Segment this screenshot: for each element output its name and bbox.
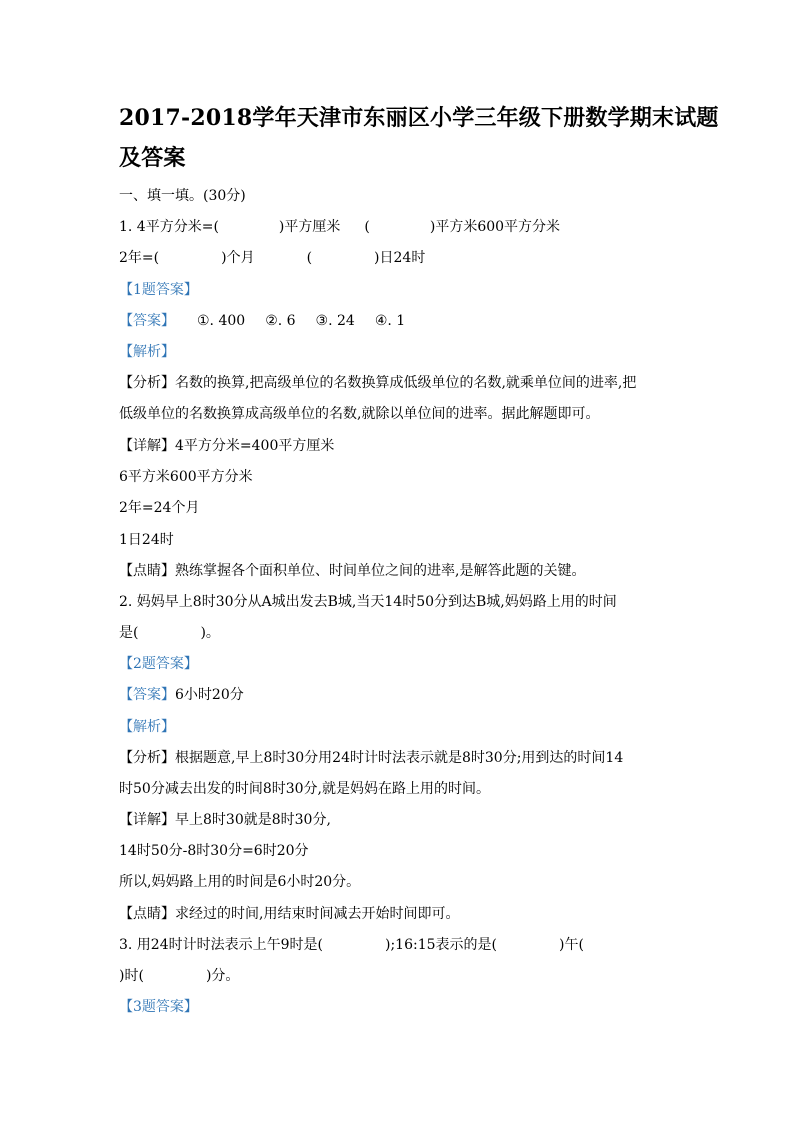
q3-text: )分。 [205,968,240,984]
q2-xiangjie-line-3: 所以,妈妈路上用的时间是6小时20分。 [119,874,361,890]
dianjing-label: 【点睛】 [119,563,175,579]
q1-xiangjie-line-2: 6平方米600平方分米 [119,469,253,485]
xiangjie-label: 【详解】 [119,812,175,828]
q1-answer-tag: 【1题答案】 [119,282,198,298]
q2-fenxi-line-2: 时50分减去出发的时间8时30分,就是妈妈在路上用的时间。 [119,781,490,797]
q1-analysis-tag: 【解析】 [119,344,175,360]
q1-text: )个月 [221,250,255,266]
dianjing-label: 【点睛】 [119,906,175,922]
q1-xiangjie-text: 4平方分米=400平方厘米 [175,438,335,454]
q1-text: )日24时 [374,250,426,266]
q1-line-2 [119,250,425,266]
q2-line-2 [119,625,220,641]
q3-line-1 [119,937,584,953]
q2-dianjing-text: 求经过的时间,用结束时间减去开始时间即可。 [175,906,460,922]
fenxi-label: 【分析】 [119,750,175,766]
q1-text: ( [306,250,313,266]
q1-answer-4: ④. 1 [374,313,406,329]
q2-xiangjie-text: 早上8时30就是8时30分, [175,812,331,828]
q1-text: )平方厘米 [278,219,341,235]
doc-title-line-1: 2017-2018学年天津市东丽区小学三年级下册数学期末试题 [119,105,719,131]
q2-answer-tag: 【2题答案】 [119,656,198,672]
answer-label: 【答案】 [119,687,175,703]
q1-text: 2年=( [119,250,160,266]
q1-fenxi-line-2: 低级单位的名数换算成高级单位的名数,就除以单位间的进率。据此解题即可。 [119,406,600,422]
q2-line-1: 2. 妈妈早上8时30分从A城出发去B城,当天14时50分到达B城,妈妈路上用的时间 [119,594,617,610]
doc-title-line-2: 及答案 [119,145,186,171]
q2-xiangjie-line-2: 14时50分-8时30分=6时20分 [119,843,309,859]
q1-text: ( [364,219,370,235]
q3-text: );16:15表示的是( [385,937,497,953]
q2-xiangjie-line-1 [119,812,331,828]
q2-fenxi-text: 根据题意,早上8时30分用24时计时法表示就是8时30分;用到达的时间14 [175,750,624,766]
q2-fenxi-line-1 [119,750,623,766]
section-heading: 一、填一填。(30分) [119,188,246,204]
q3-text: )午( [559,937,584,953]
answer-label: 【答案】 [119,313,175,329]
q1-fenxi-text: 名数的换算,把高级单位的名数换算成低级单位的名数,就乘单位间的进率,把 [175,375,637,391]
q2-dianjing-line [119,906,459,922]
fenxi-label: 【分析】 [119,375,175,391]
q1-answer-1: ①. 400 [197,313,246,329]
q2-text: )。 [200,625,220,641]
q1-answer-line [119,313,405,329]
q2-answer: 6小时20分 [175,687,244,703]
q3-text: )时( [119,968,144,984]
q2-text: 是( [119,625,139,641]
q1-line-1 [119,219,560,235]
q1-answer-2: ②. 6 [265,313,296,329]
q1-dianjing-text: 熟练掌握各个面积单位、时间单位之间的进率,是解答此题的关键。 [175,563,586,579]
q2-answer-line [119,687,244,703]
q2-analysis-tag: 【解析】 [119,719,175,735]
q3-text: 3. 用24时计时法表示上午9时是( [119,937,323,953]
q3-answer-tag: 【3题答案】 [119,999,198,1015]
q1-text: )平方米600平方分米 [429,219,561,235]
q1-xiangjie-line-1 [119,438,334,454]
q1-xiangjie-line-3: 2年=24个月 [119,500,200,516]
q1-fenxi-line-1 [119,375,636,391]
q1-xiangjie-line-4: 1日24时 [119,532,174,548]
q1-text: 1. 4平方分米=( [119,219,219,235]
q1-dianjing-line [119,563,585,579]
q1-answer-3: ③. 24 [315,313,355,329]
xiangjie-label: 【详解】 [119,438,175,454]
q3-line-2 [119,968,239,984]
